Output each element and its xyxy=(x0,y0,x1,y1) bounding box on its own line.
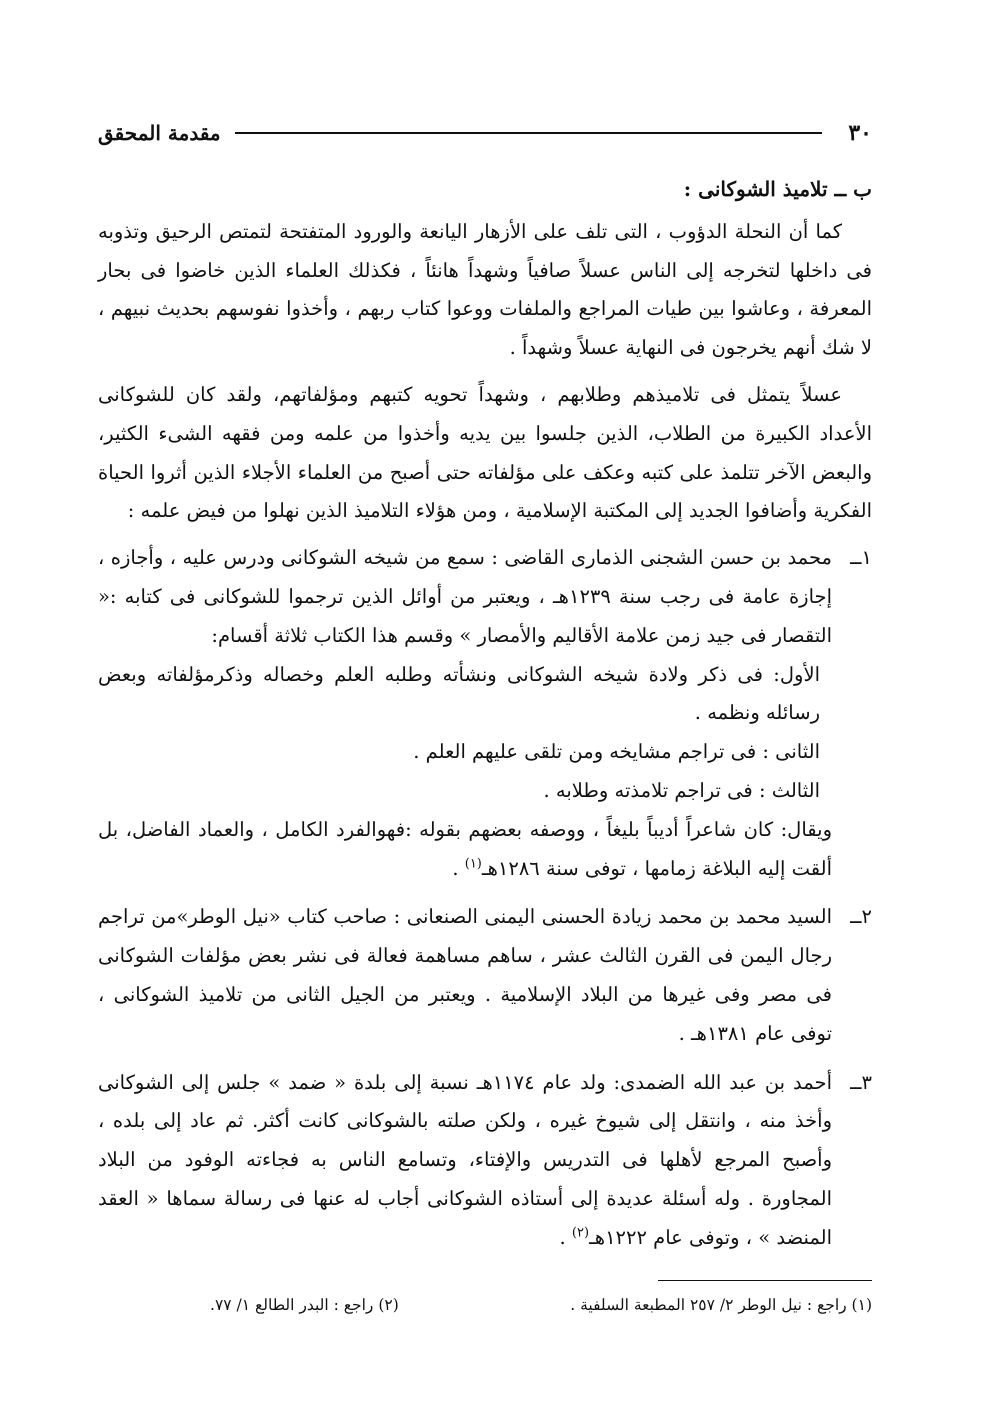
paragraph-2: عسلاً يتمثل فى تلاميذهم وطلابهم ، وشهداً تحويه كتبهم ومؤلفاتهم، ولقد كان للشوكانى الأعداد الكبيرة من الطلاب، الذين جلسوا بين يديه وأخذوا من علمه ومن فقهه الشىء الكثير، والبعض الآخر تتلمذ على كتبه وعكف على مؤلفاته حتى أصبح من العلماء الأجلاء الذين أثروا الحياة الفكرية وأضافوا الجديد إلى المكتبة الإسلامية ، ومن هؤلاء التلاميذ الذين نهلوا من فيض علمه : xyxy=(98,382,872,523)
footnote-separator xyxy=(658,1280,872,1281)
section-part-first: الأول: فى ذكر ولادة شيخه الشوكانى ونشأته وطلبه العلم وخصاله وذكرمؤلفاته وبعض رسائله ونظمه . xyxy=(98,662,820,725)
closing-remark-text: ويقال: كان شاعراً أديباً بليغاً ، ووصفه بعضهم بقوله :فهوالفرد الكامل ، والعماد الفاضل، بل ألقت إليه البلاغة زمامها ، توفى سنة ١٢٨٦هـ xyxy=(98,817,832,880)
closing-remark xyxy=(98,811,832,889)
list-item-2 xyxy=(98,898,872,1053)
running-header xyxy=(98,118,872,148)
footnote-ref-1[interactable]: (١) xyxy=(464,856,482,872)
section-part-second: الثانى : فى تراجم مشايخه ومن تلقى عليهم العلم . xyxy=(413,740,820,764)
list-item-text: السيد محمد بن محمد زيادة الحسنى اليمنى الصنعانى : صاحب كتاب «نيل الوطر»من تراجم رجال اليمن فى القرن الثالث عشر ، ساهم مساهمة فعالة فى نشر بعض مؤلفات الشوكانى فى مصر وفى غيرها من البلاد الإسلامية . ويعتبر من الجيل الثانى من تلاميذ الشوكانى ، توفى عام ١٣٨١هـ . xyxy=(98,905,832,1045)
footnotes xyxy=(210,1290,872,1322)
list-item-text-end: . xyxy=(559,1225,572,1249)
list-item-3 xyxy=(98,1064,872,1258)
page-number: ٣٠ xyxy=(848,120,872,146)
list-item-number: ١ــ xyxy=(850,546,872,570)
list-item-body xyxy=(98,539,832,888)
list-item-text-main: أحمد بن عبد الله الضمدى: ولد عام ١١٧٤هـ نسبة إلى بلدة « ضمد » جلس إلى الشوكانى وأخذ منه ، وانتقل إلى شيوخ غيره ، ولكن صلته بالشوكانى كانت أكثر. ثم عاد إلى بلده ، وأصبح المرجع لأهلها فى التدريس والإفتاء، وتسامع الناس به فجاءته الوفود من البلاد المجاورة . وله أسئلة عديدة إلى أستاذه الشوكانى أجاب له عنها فى رسالة سماها « العقد المنضد » ، وتوفى عام ١٢٢٢هـ xyxy=(98,1070,832,1249)
list-item-text xyxy=(98,1064,832,1258)
section-heading: ب ــ تلاميذ الشوكانى : xyxy=(683,177,872,201)
list-item-number: ٢ــ xyxy=(850,905,872,929)
section-part-third: الثالث : فى تراجم تلامذته وطلابه . xyxy=(543,778,820,802)
footnote-2: (٢) راجع : البدر الطالع ١/ ٧٧. xyxy=(210,1296,399,1314)
header-rule xyxy=(235,132,823,134)
footnote-1: (١) راجع : نيل الوطر ٢/ ٢٥٧ المطبعة السلفية . xyxy=(570,1296,872,1314)
paragraph-1: كما أن النحلة الدؤوب ، التى تلف على الأزهار اليانعة والورود المتفتحة لتمتص الرحيق وتذوبه فى داخلها لتخرجه إلى الناس عسلاً صافياً وشهداً هانئاً ، فكذلك العلماء الذين خاضوا فى بحار المعرفة ، وعاشوا بين طيات المراجع والملفات ووعوا كتاب ربهم ، وأخذوا نفوسهم بحديث نبيهم ، لا شك أنهم يخرجون فى النهاية عسلاً وشهداً . xyxy=(98,219,872,360)
closing-remark-end: . xyxy=(452,856,465,880)
list-item-number: ٣ــ xyxy=(850,1070,872,1094)
list-item-text: محمد بن حسن الشجنى الذمارى القاضى : سمع من شيخه الشوكانى ودرس عليه ، وأجازه ، إجازة عامة فى رجب سنة ١٢٣٩هـ ، ويعتبر من أوائل الذين ترجموا للشوكانى فى كتابه :« التقصار فى جيد زمن علامة الأقاليم والأمصار » وقسم هذا الكتاب ثلاثة أقسام: xyxy=(98,546,832,647)
footnote-ref-2[interactable]: (٢) xyxy=(571,1225,590,1241)
list-item-body xyxy=(98,898,832,1053)
running-title: مقدمة المحقق xyxy=(98,121,221,145)
main-text xyxy=(98,170,872,1268)
list-item-1 xyxy=(98,539,872,888)
list-item-body xyxy=(98,1064,832,1258)
